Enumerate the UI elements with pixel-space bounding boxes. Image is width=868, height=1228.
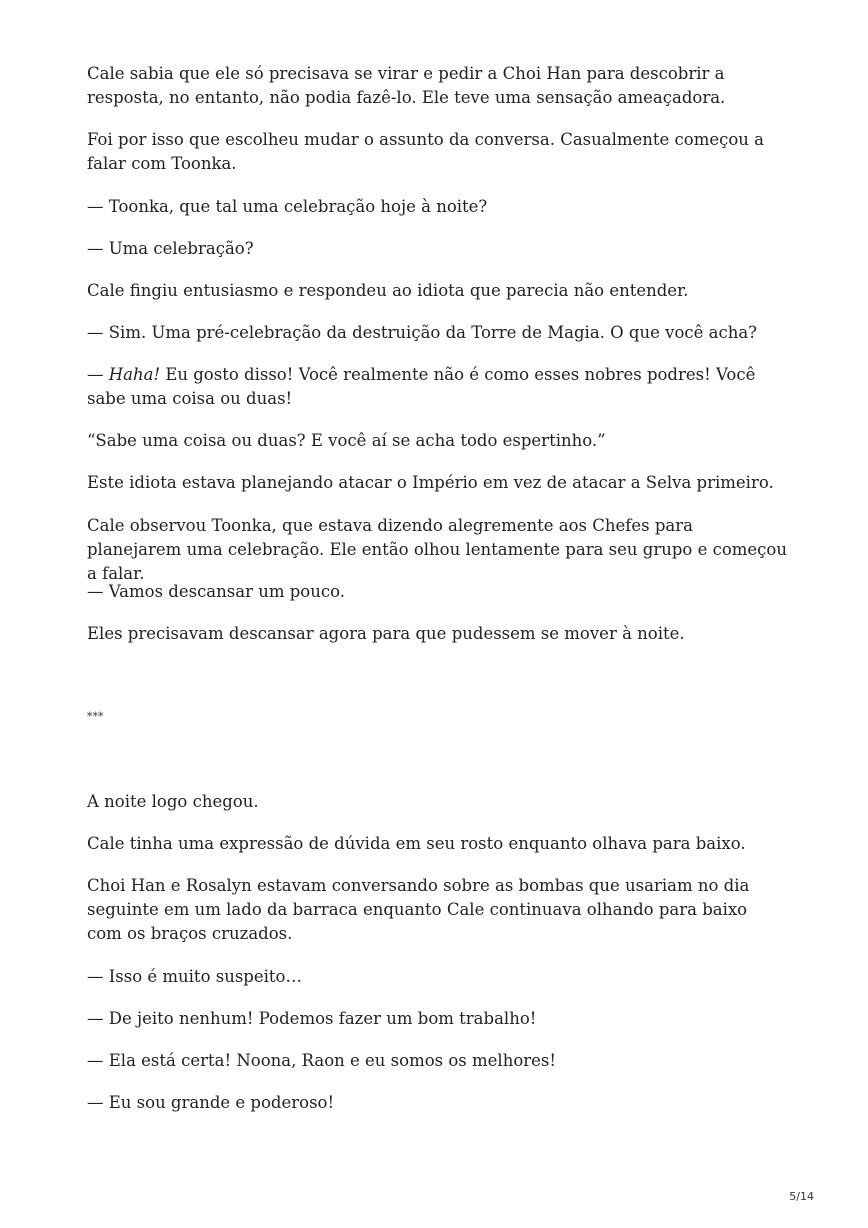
paragraph: Cale tinha uma expressão de dúvida em seu rosto enquanto olhava para baixo.: [87, 834, 746, 853]
dialogue-line: — Isso é muito suspeito…: [87, 967, 302, 986]
dialogue-line: — Eu sou grande e poderoso!: [87, 1093, 335, 1112]
paragraph: Cale sabia que ele só precisava se virar e pedir a Choi Han para descobrir a resposta, no entanto, não podia fazê-lo. Ele teve uma sensação ameaçadora.: [87, 64, 726, 107]
dialogue-dash: —: [87, 365, 109, 384]
dialogue-line: — Toonka, que tal uma celebração hoje à noite?: [87, 197, 488, 216]
paragraph: Cale observou Toonka, que estava dizendo alegremente aos Chefes para planejarem uma celebração. Ele então olhou lentamente para seu grupo e começou a falar.: [87, 516, 787, 583]
paragraph: A noite logo chegou.: [87, 792, 259, 811]
dialogue-line: — Ela está certa! Noona, Raon e eu somos os melhores!: [87, 1051, 557, 1070]
dialogue-line: — De jeito nenhum! Podemos fazer um bom trabalho!: [87, 1009, 537, 1028]
section-separator: ***: [87, 710, 104, 723]
dialogue-line: — Uma celebração?: [87, 239, 254, 258]
paragraph: Choi Han e Rosalyn estavam conversando sobre as bombas que usariam no dia seguinte em um lado da barraca enquanto Cale continuava olhando para baixo com os braços cruzados.: [87, 876, 750, 943]
dialogue-line: [87, 363, 787, 411]
paragraph: Este idiota estava planejando atacar o Império em vez de atacar a Selva primeiro.: [87, 473, 774, 492]
thought-line: “Sabe uma coisa ou duas? E você aí se acha todo espertinho.”: [87, 431, 606, 450]
paragraph: Cale fingiu entusiasmo e respondeu ao idiota que parecia não entender.: [87, 281, 689, 300]
paragraph: Foi por isso que escolheu mudar o assunto da conversa. Casualmente começou a falar com Toonka.: [87, 130, 765, 173]
dialogue-rest: Eu gosto disso! Você realmente não é como esses nobres podres! Você sabe uma coisa ou duas!: [87, 365, 756, 408]
dialogue-line: — Sim. Uma pré-celebração da destruição da Torre de Magia. O que você acha?: [87, 323, 758, 342]
paragraph: Eles precisavam descansar agora para que pudessem se mover à noite.: [87, 624, 685, 643]
page-number: 5/14: [789, 1190, 814, 1203]
italic-exclamation: Haha!: [108, 365, 161, 384]
dialogue-line: — Vamos descansar um pouco.: [87, 582, 345, 601]
